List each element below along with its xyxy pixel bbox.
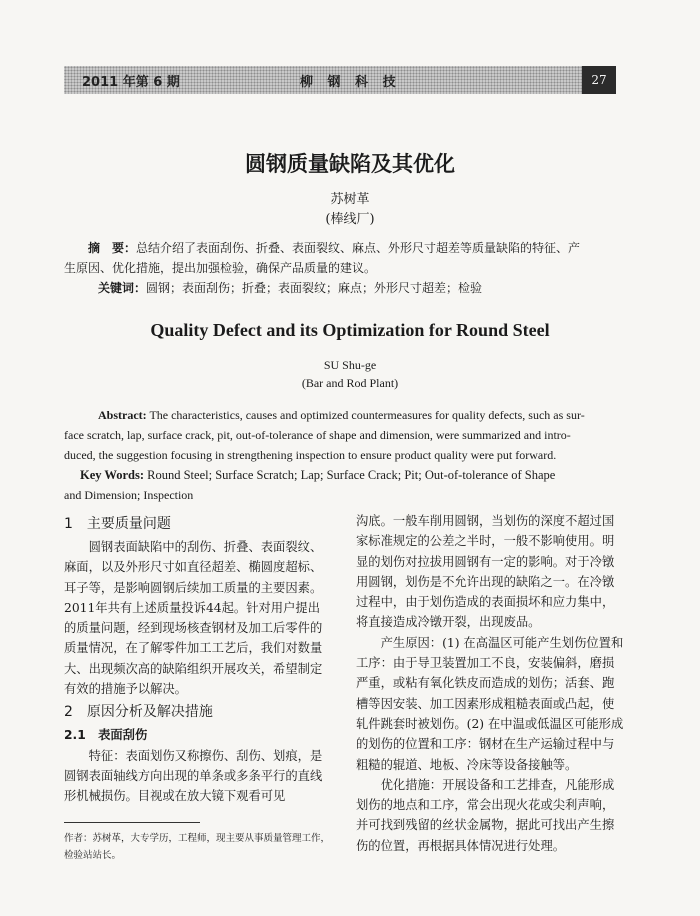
journal-name: 柳 钢 科 技: [300, 75, 401, 90]
section-2-heading: 2 原因分析及解决措施: [64, 704, 213, 721]
english-affiliation: (Bar and Rod Plant): [301, 376, 399, 390]
right-paragraph-3: 优化措施：开展设备和工艺排查，凡能形成划伤的地点和工序，常会出现火花或尖利声响，并可找到残留的丝状金属物，据此可找出产生擦伤的位置，再根据具体情况进行处理。: [356, 777, 615, 853]
section-1-heading: 1 主要质量问题: [64, 516, 171, 532]
keywords-label-cn: 关键词：: [98, 281, 147, 295]
subsection-2-1-heading: 2.1 表面刮伤: [64, 728, 148, 743]
left-column: [64, 511, 332, 807]
author-footnote: 作者：苏树革，大专学历，工程师，现主要从事质量管理工作，检验站站长。: [64, 833, 331, 861]
chinese-keywords: [98, 278, 482, 298]
right-paragraph-2: 产生原因：(1) 在高温区可能产生划伤位置和工序：由于导卫装置加工不良，安装偏斜，磨损严重，或粘有氧化铁皮而造成的划伤；活套、跑槽等因安装、加工因素形成粗糙表面或凸起，使轧件跳套时被划伤。(2) 在中温或低温区可能形成的划伤的位置和工序：钢材在生产运输过程中与粗糙的辊道、地板、冷床等设备接触等。: [356, 635, 624, 772]
abstract-label-en: Abstract:: [98, 408, 147, 422]
chinese-title: 圆钢质量缺陷及其优化: [245, 152, 455, 176]
english-title: Quality Defect and its Optimization for Round Steel: [150, 320, 550, 340]
english-keywords-line2: and Dimension; Inspection: [64, 488, 194, 502]
english-keywords-line1: [80, 468, 555, 483]
page-number: 27: [582, 66, 616, 94]
english-author: SU Shu-ge: [323, 358, 377, 372]
english-abstract-line1: [98, 408, 585, 423]
right-column: [356, 511, 624, 856]
english-abstract-line2: face scratch, lap, surface crack, pit, out-of-tolerance of shape and dimension, were summarized and intro-: [64, 428, 571, 442]
english-abstract-line3: duced, the suggestion focusing in strengthening inspection to ensure product quality were put forward.: [64, 448, 557, 462]
keywords-en-text1: Round Steel; Surface Scratch; Lap; Surface Crack; Pit; Out-of-tolerance of Shape: [147, 468, 556, 482]
keywords-cn-text: 圆钢；表面刮伤；折叠；表面裂纹；麻点；外形尺寸超差；检验: [146, 281, 483, 295]
subsection-2-1-paragraph: 特征：表面划伤又称擦伤、刮伤、划痕，是圆钢表面轴线方向出现的单条或多条平行的直线形机械损伤。目视或在放大镜下观看可见: [64, 748, 323, 804]
chinese-abstract: [64, 238, 616, 258]
chinese-affiliation: (棒线厂): [325, 212, 375, 227]
abstract-label-cn: 摘 要：: [88, 241, 137, 255]
abstract-cn-line1: 总结介绍了表面刮伤、折叠、表面裂纹、麻点、外形尺寸超差等质量缺陷的特征、产: [136, 241, 581, 255]
chinese-abstract-cont: 生原因、优化措施，提出加强检验，确保产品质量的建议。: [64, 261, 377, 275]
footnote-divider: [64, 822, 200, 823]
abstract-en-text1: The characteristics, causes and optimized countermeasures for quality defects, such as sur-: [149, 408, 585, 422]
section-1-paragraph: 圆钢表面缺陷中的刮伤、折叠、表面裂纹、麻面，以及外形尺寸如直径超差、椭圆度超标、耳子等，是影响圆钢后续加工质量的主要因素。2011年共有上述质量投诉44起。针对用户提出的质量问题，经到现场核查钢材及加工后零件的质量情况，在了解零件加工工艺后，我们对数量大、出现频次高的缺陷组织开展攻关，希望制定有效的措施予以解决。: [64, 540, 323, 697]
issue-label: 2011 年第 6 期: [82, 75, 180, 90]
right-paragraph-1: 沟底。一般车削用圆钢，当划伤的深度不超过国家标准规定的公差之半时，一般不影响使用。明显的划伤对拉拔用圆钢有一定的影响。对于冷镦用圆钢，划伤是不允许出现的缺陷之一。在冷镦过程中，由于划伤造成的表面损坏和应力集中，将直接造成冷镦开裂，出现废品。: [356, 514, 615, 630]
keywords-label-en: Key Words:: [80, 468, 145, 482]
chinese-author: 苏树革: [330, 192, 370, 207]
